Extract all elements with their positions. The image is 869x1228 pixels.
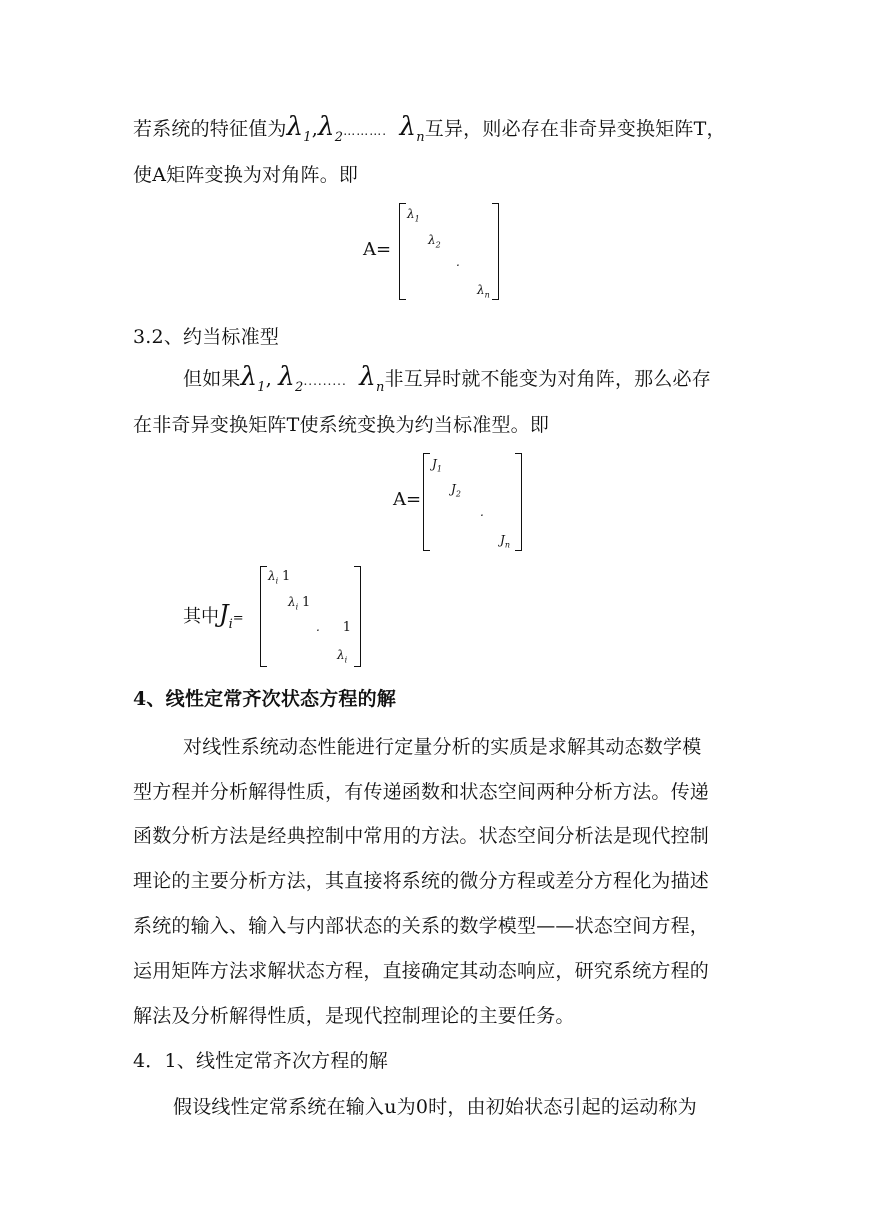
jordan-sentence-cont: 在非奇异变换矩阵T使系统变换为约当标准型。即 <box>133 414 550 436</box>
lambda-n: $\lambda_n$ <box>399 112 425 146</box>
text-segment: 但如果 <box>183 368 241 390</box>
text-segment: 其中 <box>183 606 219 627</box>
left-bracket <box>260 566 267 667</box>
ellipsis: ………. <box>343 124 388 138</box>
right-bracket <box>515 453 522 551</box>
equals-sign: = <box>232 611 244 626</box>
paragraph-line: 函数分析方法是经典控制中常用的方法。状态空间分析法是现代控制 <box>133 825 710 847</box>
lambda-1: $\lambda_1$ <box>240 362 266 396</box>
matrix-cell: . <box>480 505 484 519</box>
ellipsis: ......... <box>303 374 347 388</box>
paragraph-line: 系统的输入、输入与内部状态的关系的数学模型——状态空间方程， <box>133 915 710 937</box>
eigenvalue-sentence-cont: 使A矩阵变换为对角阵。即 <box>133 164 359 186</box>
matrix-cell: $\lambda_n$ <box>477 283 490 300</box>
matrix-cell: $\lambda_1$ <box>407 207 420 224</box>
jordan-block-matrix <box>260 566 361 667</box>
matrix-label: A= <box>363 239 392 260</box>
right-bracket <box>354 566 361 667</box>
paragraph-line: 理论的主要分析方法，其直接将系统的微分方程或差分方程化为描述 <box>133 870 710 892</box>
matrix-cell: $\lambda_i$ <box>337 648 348 665</box>
comma: , <box>265 368 273 390</box>
section-heading-4-1: 4．1、线性定常齐次方程的解 <box>133 1050 388 1072</box>
lambda-1: $\lambda_1$ <box>286 112 312 146</box>
lambda-2: $\lambda_2$ <box>318 112 344 146</box>
text-segment: 互异，则必存在非奇异变换矩阵T， <box>424 118 726 140</box>
j-symbol: $J_i$ <box>219 600 233 632</box>
text-segment: 若系统的特征值为 <box>133 118 287 140</box>
left-bracket <box>399 203 406 300</box>
paragraph-line: 运用矩阵方法求解状态方程，直接确定其动态响应，研究系统方程的 <box>133 960 710 982</box>
comma: , <box>311 118 319 140</box>
matrix-cell: $J_1$ <box>432 457 442 474</box>
section-heading-3-2: 3.2、约当标准型 <box>133 326 280 348</box>
left-bracket <box>423 453 430 551</box>
matrix-label: A= <box>393 489 422 510</box>
paragraph-line: 对线性系统动态性能进行定量分析的实质是求解其动态数学模 <box>183 736 702 758</box>
section-heading-4: 4、线性定常齐次状态方程的解 <box>133 688 397 710</box>
eigenvalue-sentence <box>133 112 726 145</box>
matrix-cell: . 1 <box>316 620 351 635</box>
matrix-cell: $\lambda_i$ 1 <box>288 595 311 612</box>
paragraph-line: 型方程并分析解得性质，有传递函数和状态空间两种分析方法。传递 <box>133 781 710 803</box>
ji-definition-label <box>183 600 244 632</box>
matrix-cell: $\lambda_2$ <box>428 233 441 250</box>
paragraph-line: 假设线性定常系统在输入u为0时，由初始状态引起的运动称为 <box>173 1096 697 1118</box>
matrix-cell: $\lambda_i$ 1 <box>268 569 291 586</box>
jordan-matrix <box>423 453 522 551</box>
paragraph-line: 解法及分析解得性质，是现代控制理论的主要任务。 <box>133 1005 575 1027</box>
lambda-n: $\lambda_n$ <box>359 362 385 396</box>
matrix-cell: . <box>456 255 460 269</box>
lambda-2: $\lambda_2$ <box>278 362 304 396</box>
right-bracket <box>492 203 499 300</box>
jordan-sentence <box>183 362 711 395</box>
text-segment: 非互异时就不能变为对角阵，那么必存 <box>384 368 711 390</box>
matrix-cell: $J_2$ <box>451 482 461 499</box>
diagonal-matrix <box>399 203 499 300</box>
matrix-cell: $J_n$ <box>500 533 510 550</box>
